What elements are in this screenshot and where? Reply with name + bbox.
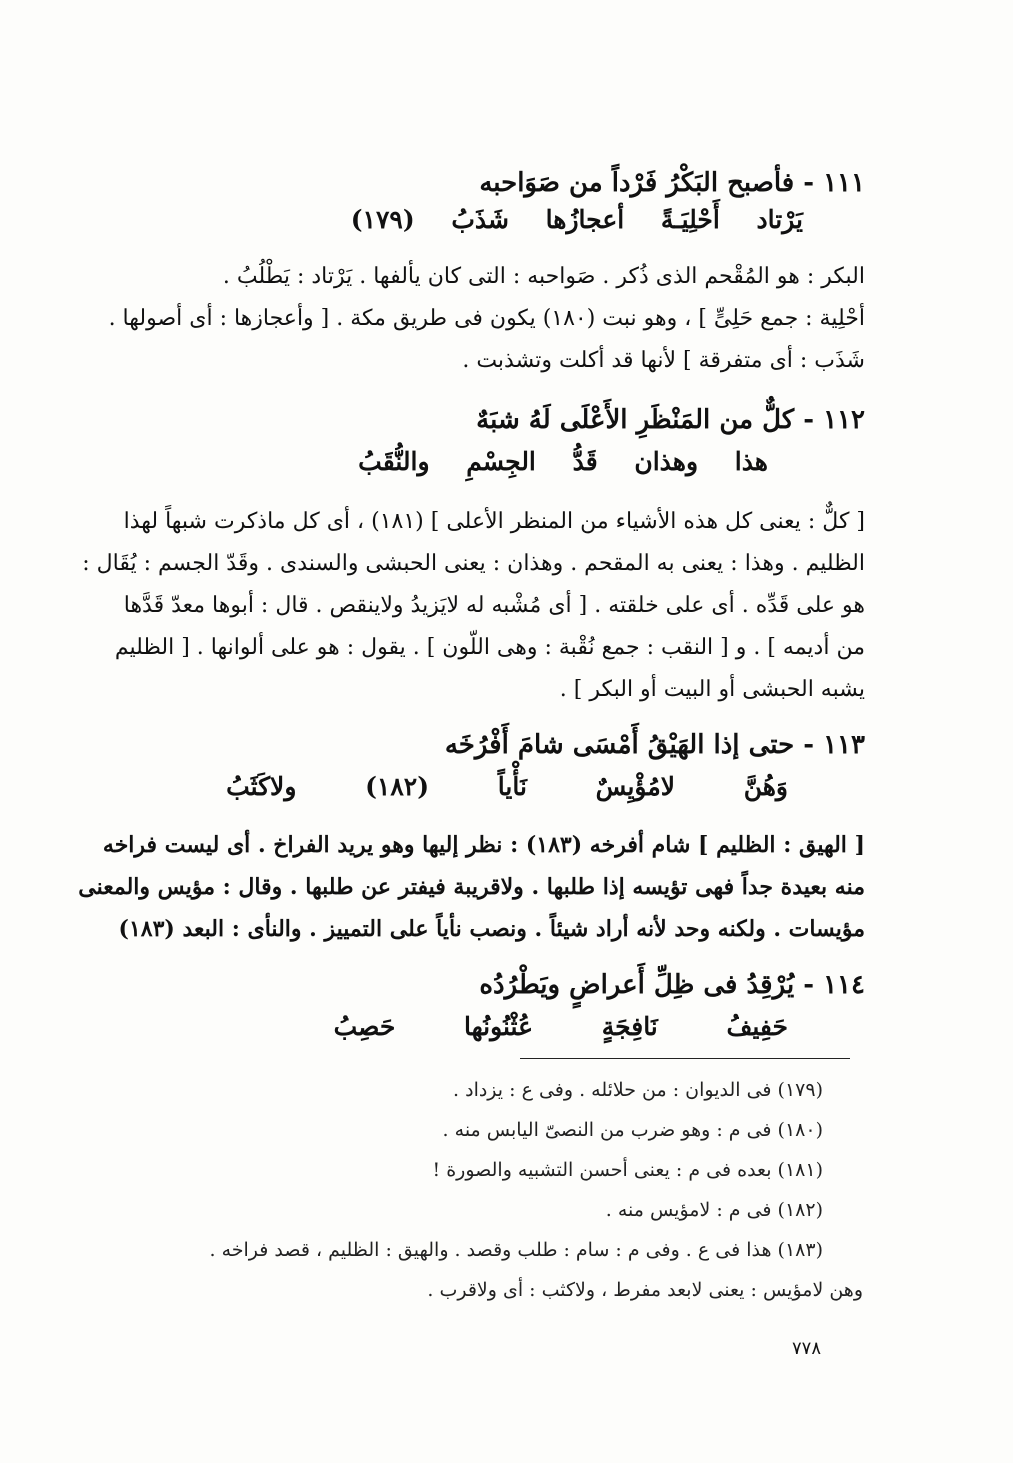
footnote: (١٨١) بعده فى م : يعنى أحسن التشبيه والصورة ! [432, 1159, 823, 1181]
footnote: (١٨٠) فى م : وهو ضرب من النصىّ اليابس منه . [442, 1119, 823, 1141]
verse-number: ١١١ - [803, 168, 865, 198]
verse-text: حتى إذا الهَيْقُ أَمْسَى شامَ أَفْرُخَه [444, 730, 795, 760]
verse-114-second-hemistich: حَفِيفُ نَافِجَةٍ عُثْنُونُها حَصِبُ [333, 1012, 788, 1041]
verse-text: كلٌّ من المَنْظَرِ الأَعْلَى لَهُ شبَهٌ [476, 405, 795, 435]
footnote: وهن لامؤيس : يعنى لابعد مفرط ، ولاكثب : أى ولاقرب . [427, 1279, 863, 1301]
verse-number: ١١٤ - [803, 970, 865, 1000]
footnote-separator [520, 1058, 850, 1059]
commentary-line: منه بعيدة جداً فهى تؤيسه إذا طلبها . ولاقريبة فيفتر عن طلبها . وقال : مؤيس والمعنى [78, 874, 865, 900]
commentary-line: من أديمه ] . و [ النقب : جمع نُقْبة : وهى اللّون ] . يقول : هو على ألوانها . [ الظليم [114, 635, 865, 660]
commentary-line: الظليم . وهذا : يعنى به المقحم . وهذان : يعنى الحبشى والسندى . وقَدّ الجسم : يُقَال : [82, 551, 865, 576]
verse-112-second-hemistich: هذا وهذان قَدُّ الجِسْمِ والنُّقَبُ [358, 447, 768, 476]
verse-114-first-hemistich [479, 970, 865, 1000]
verse-text: فأصبح البَكْرُ فَرْداً من صَوَاحبه [479, 168, 795, 198]
commentary-line: يشبه الحبشى أو البيت أو البكر ] . [559, 677, 865, 702]
commentary-line: هو على قَدِّه . أى على خلقته . [ أى مُشْبه له لايَزيدُ ولاينقص . قال : أبوها معدّ قَدَّها [123, 593, 865, 618]
verse-number: ١١٢ - [803, 405, 865, 435]
verse-text: يُرْقِدُ فى ظِلِّ أَعراضٍ ويَطْرُدُه [479, 970, 795, 1000]
footnote: (١٧٩) فى الديوان : من حلائله . وفى ع : يزداد . [453, 1079, 823, 1101]
commentary-line: شَذَب : أى متفرقة ] لأنها قد أكلت وتشذبت . [462, 348, 865, 373]
verse-111-second-hemistich: يَرْتاد أَحْلِيَـةً أعجازُها شَذَبُ (١٧٩) [350, 205, 803, 234]
commentary-line: أحْلِية : جمع حَلِىٍّ ] ، وهو نبت (١٨٠) يكون فى طريق مكة . [ وأعجازها : أى أصولها . [108, 306, 865, 331]
footnote: (١٨٣) هذا فى ع . وفى م : سام : طلب وقصد . والهيق : الظليم ، قصد فراخه . [209, 1239, 823, 1261]
verse-113-first-hemistich [445, 730, 865, 760]
verse-113-second-hemistich: وَهُنَّ لامُؤْيِسٌ نَأْياً (١٨٢) ولاكَثَبُ [226, 772, 788, 801]
commentary-line: [ كلٌّ : يعنى كل هذه الأشياء من المنظر الأعلى ] (١٨١) ، أى كل ماذكرت شبهاً لهذا [123, 509, 865, 534]
commentary-line: البكر : هو المُقْحم الذى ذُكر . صَواحبه : التى كان يألفها . يَرْتاد : يَطْلُبُ . [222, 264, 865, 289]
page-number: ٧٧٨ [792, 1338, 822, 1359]
commentary-line: مؤيسات . ولكنه وحد لأنه أراد شيئاً . ونصب نأياً على التمييز . والنأى : البعد (١٨٣) [118, 916, 865, 942]
verse-111-first-hemistich [479, 168, 865, 198]
verse-number: ١١٣ - [803, 730, 865, 760]
footnote: (١٨٢) فى م : لامؤيس منه . [605, 1199, 823, 1221]
verse-112-first-hemistich [476, 405, 865, 435]
commentary-line: [ الهيق : الظليم ] شام أفرخه (١٨٣) : نظر إليها وهو يريد الفراخ . أى ليست فراخه [102, 832, 865, 858]
